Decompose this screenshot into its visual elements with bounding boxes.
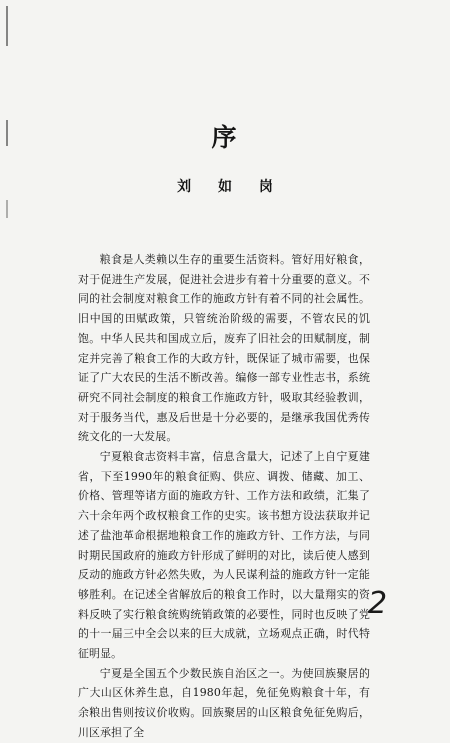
paragraph: 宁夏是全国五个少数民族自治区之一。为使回族聚居的广大山区休养生息，自1980年起，免征免购粮食十年，有余粮出售则按议价收购。回族聚居的山区粮食免征免购后，川区承担了全: [78, 666, 370, 739]
page-number: 2: [368, 586, 388, 621]
paragraph: 粮食是人类赖以生存的重要生活资料。管好用好粮食，对于促进生产发展，促进社会进步有着十分重要的意义。不同的社会制度对粮食工作的施政方针有着不同的社会属性。旧中国的田赋政策，只管统治阶级的需要，不管农民的饥饱。中华人民共和国成立后，废弃了旧社会的田赋制度，制定并完善了粮食工作的大政方针，既保证了城市需要，也保证了广大农民的生活不断改善。编修一部专业性志书，系统研究不同社会制度的粮食工作施政方针，吸取其经验教训，对于服务当代，惠及后世是十分必要的，是继承我国优秀传统文化的一大发展。: [78, 253, 370, 444]
author-name: 刘 如 岗: [177, 179, 284, 195]
paragraph: 宁夏粮食志资料丰富，信息含量大，记述了上自宁夏建省，下至1990年的粮食征购、供应、调拨、储藏、加工、价格、管理等诸方面的施政方针、工作方法和政绩，汇集了六十余年两个政权粮食工作的史实。该书想方设法获取并记述了盐池革命根据地粮食工作的施政方针、工作方法，与同时期民国政府的施政方针形成了鲜明的对比，读后使人感到反动的施政方针必然失败，为人民谋利益的施政方针一定能够胜利。在记述全省解放后的粮食工作时，以大量翔实的资料反映了实行粮食统购统销政策的必要性，同时也反映了党的十一届三中全会以来的巨大成就，立场观点正确，时代特征明显。: [78, 450, 370, 661]
scan-edge-mark: [6, 200, 8, 218]
preface-body: [78, 250, 370, 743]
preface-title: 序: [211, 123, 239, 152]
scan-edge-mark: [6, 6, 8, 46]
